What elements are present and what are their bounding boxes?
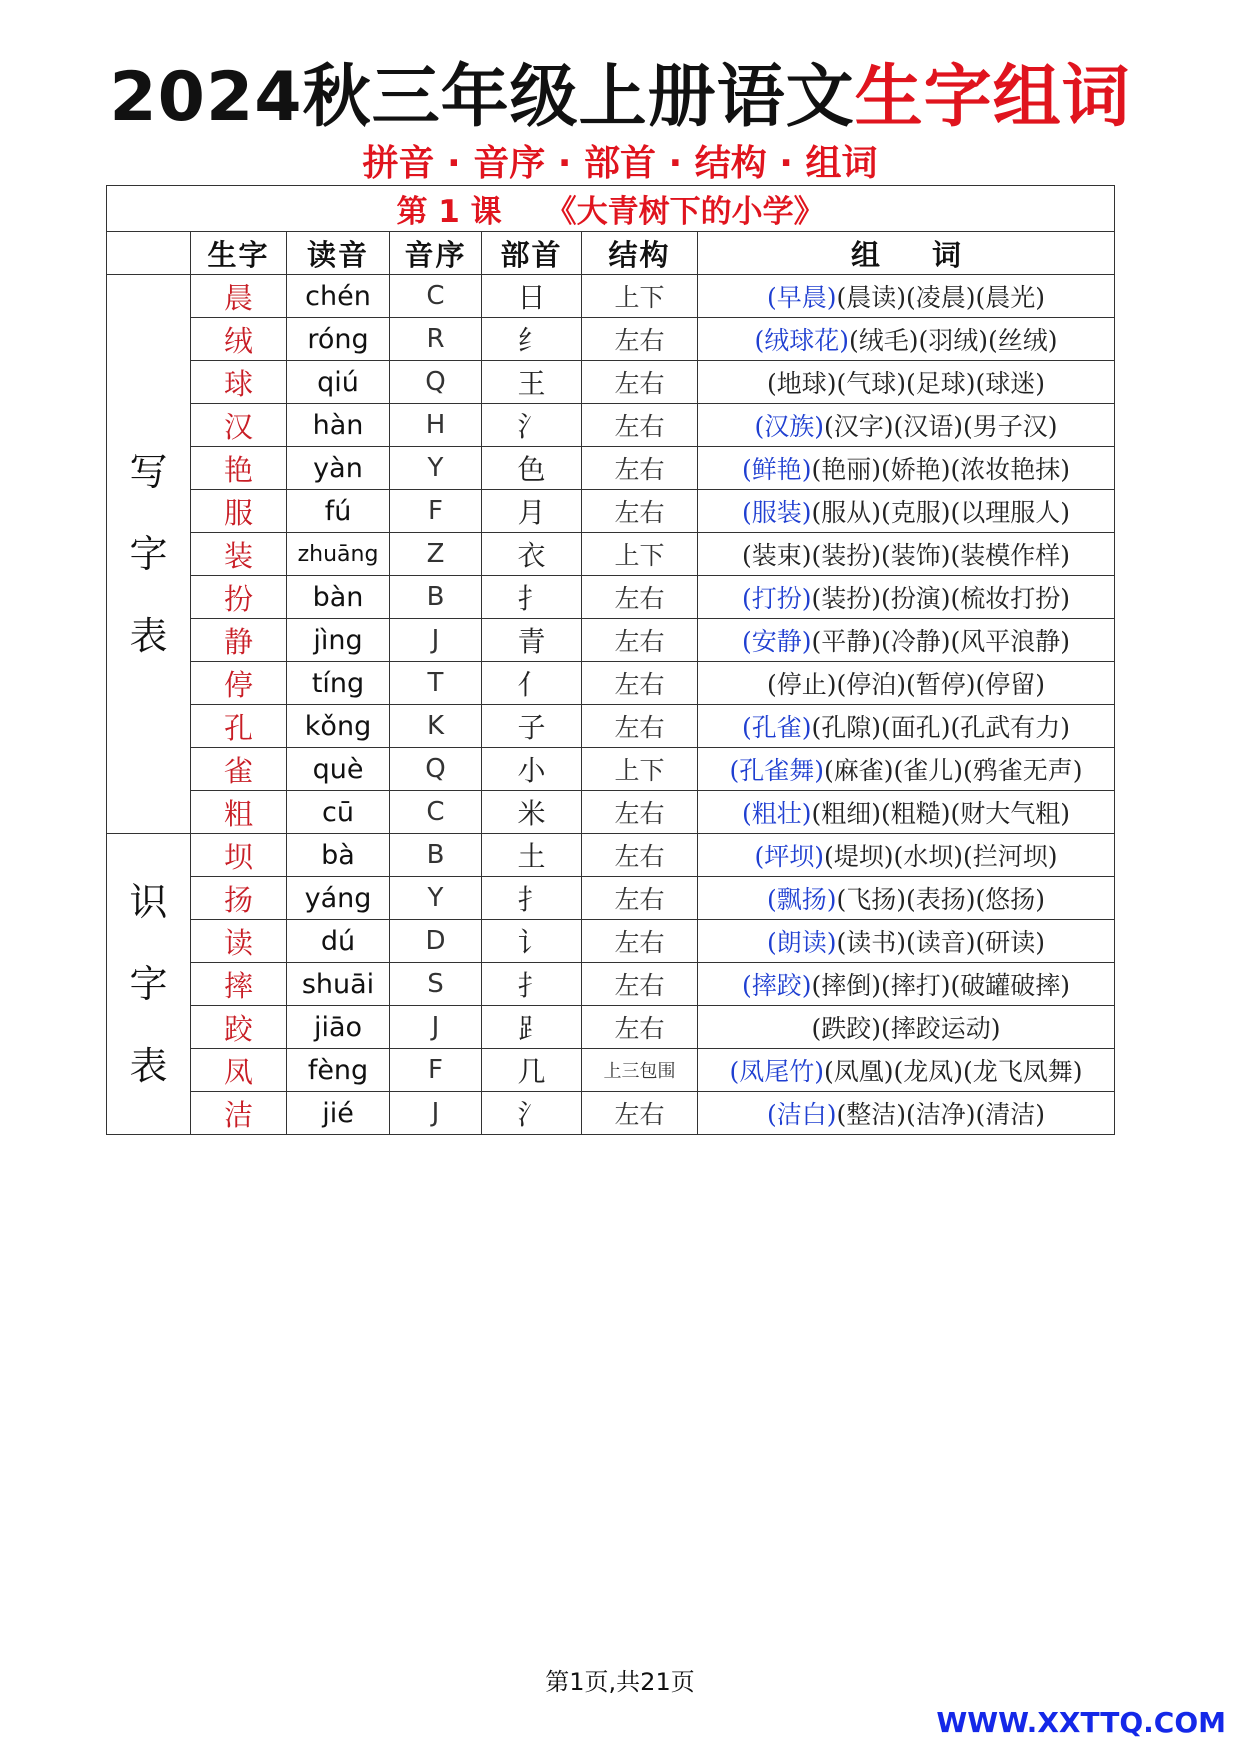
initial-cell: F — [390, 1049, 482, 1092]
char-cell: 汉 — [191, 404, 287, 447]
site-watermark: WWW.XXTTQ.COM — [936, 1706, 1226, 1739]
words-cell — [698, 318, 1115, 361]
section-label-char: 写 — [129, 450, 168, 494]
radical-cell: 氵 — [482, 404, 582, 447]
table-row — [107, 490, 1115, 533]
table-row — [107, 705, 1115, 748]
char-cell: 艳 — [191, 447, 287, 490]
table-row — [107, 834, 1115, 877]
table-row — [107, 877, 1115, 920]
header-radical: 部首 — [482, 232, 582, 275]
char-cell: 绒 — [191, 318, 287, 361]
initial-cell: J — [390, 1092, 482, 1135]
radical-cell: ⻊ — [482, 1006, 582, 1049]
initial-cell: T — [390, 662, 482, 705]
words-cell — [698, 361, 1115, 404]
pinyin-cell: chén — [287, 275, 390, 318]
char-cell: 摔 — [191, 963, 287, 1006]
table-row — [107, 1092, 1115, 1135]
pinyin-cell: yàn — [287, 447, 390, 490]
table-row — [107, 920, 1115, 963]
section-label-char: 识 — [129, 880, 168, 924]
header-char: 生字 — [191, 232, 287, 275]
words-cell — [698, 748, 1115, 791]
table-row — [107, 1006, 1115, 1049]
header-words-1: 组 — [851, 237, 881, 272]
highlight-word: (飘扬) — [767, 885, 837, 914]
radical-cell: 日 — [482, 275, 582, 318]
lesson-title — [107, 186, 1115, 232]
initial-cell: K — [390, 705, 482, 748]
highlight-word: (凤尾竹) — [729, 1057, 825, 1086]
char-cell: 晨 — [191, 275, 287, 318]
initial-cell: B — [390, 834, 482, 877]
char-cell: 服 — [191, 490, 287, 533]
highlight-word: (安静) — [742, 627, 812, 656]
word-list: (艳丽)(娇艳)(浓妆艳抹) — [811, 455, 1071, 484]
words-cell — [698, 533, 1115, 576]
highlight-word: (汉族) — [754, 412, 825, 441]
pinyin-cell: shuāi — [287, 963, 390, 1006]
highlight-word: (摔跤) — [742, 971, 812, 1000]
lesson-title-row — [107, 186, 1115, 232]
char-cell: 粗 — [191, 791, 287, 834]
initial-cell: H — [390, 404, 482, 447]
pinyin-cell: zhuāng — [287, 533, 390, 576]
initial-cell: J — [390, 1006, 482, 1049]
highlight-word: (鲜艳) — [742, 455, 812, 484]
pinyin-cell: bà — [287, 834, 390, 877]
word-list: (汉字)(汉语)(男子汉) — [824, 412, 1058, 441]
structure-cell: 左右 — [582, 447, 698, 490]
char-cell: 读 — [191, 920, 287, 963]
highlight-word: (粗壮) — [742, 799, 812, 828]
word-list: (飞扬)(表扬)(悠扬) — [836, 885, 1046, 914]
word-list: (整洁)(洁净)(清洁) — [836, 1100, 1046, 1129]
pinyin-cell: jiāo — [287, 1006, 390, 1049]
char-cell: 静 — [191, 619, 287, 662]
highlight-word: (坪坝) — [754, 842, 825, 871]
char-cell: 洁 — [191, 1092, 287, 1135]
pinyin-cell: fú — [287, 490, 390, 533]
char-cell: 凤 — [191, 1049, 287, 1092]
radical-cell: 亻 — [482, 662, 582, 705]
header-structure: 结构 — [582, 232, 698, 275]
highlight-word: (孔雀) — [742, 713, 812, 742]
table-row — [107, 318, 1115, 361]
word-list: (麻雀)(雀儿)(鸦雀无声) — [824, 756, 1083, 785]
highlight-word: (朗读) — [767, 928, 837, 957]
structure-cell: 左右 — [582, 834, 698, 877]
structure-cell: 左右 — [582, 791, 698, 834]
table-row — [107, 361, 1115, 404]
section-label — [107, 275, 191, 834]
structure-cell: 左右 — [582, 662, 698, 705]
char-cell: 扮 — [191, 576, 287, 619]
radical-cell: 小 — [482, 748, 582, 791]
radical-cell: 青 — [482, 619, 582, 662]
initial-cell: B — [390, 576, 482, 619]
table-row — [107, 576, 1115, 619]
initial-cell: Q — [390, 748, 482, 791]
char-cell: 装 — [191, 533, 287, 576]
header-words-2: 词 — [932, 237, 962, 272]
radical-cell: 扌 — [482, 576, 582, 619]
initial-cell: Z — [390, 533, 482, 576]
word-list: (读书)(读音)(研读) — [836, 928, 1046, 957]
structure-cell: 左右 — [582, 318, 698, 361]
table-row — [107, 447, 1115, 490]
word-list: (粗细)(粗糙)(财大气粗) — [811, 799, 1071, 828]
word-list: (停止)(停泊)(暂停)(停留) — [767, 670, 1046, 699]
header-blank — [107, 232, 191, 275]
structure-cell: 左右 — [582, 705, 698, 748]
initial-cell: F — [390, 490, 482, 533]
initial-cell: Q — [390, 361, 482, 404]
table-row — [107, 791, 1115, 834]
radical-cell: 米 — [482, 791, 582, 834]
char-cell: 雀 — [191, 748, 287, 791]
radical-cell: 土 — [482, 834, 582, 877]
word-list: (跌跤)(摔跤运动) — [811, 1014, 1001, 1043]
word-list: (装束)(装扮)(装饰)(装模作样) — [742, 541, 1071, 570]
structure-cell: 左右 — [582, 361, 698, 404]
highlight-word: (打扮) — [742, 584, 812, 613]
word-list: (凤凰)(龙凤)(龙飞凤舞) — [824, 1057, 1083, 1086]
radical-cell: 衣 — [482, 533, 582, 576]
pinyin-cell: jié — [287, 1092, 390, 1135]
words-cell — [698, 275, 1115, 318]
section-label-char: 表 — [129, 614, 168, 658]
page-subtitle: 拼音 · 音序 · 部首 · 结构 · 组词 — [362, 143, 878, 184]
title-main: 2024秋三年级上册语文 — [109, 58, 855, 137]
lesson-name: 《大青树下的小学》 — [545, 194, 825, 230]
words-cell — [698, 447, 1115, 490]
word-list: (地球)(气球)(足球)(球迷) — [767, 369, 1046, 398]
title-accent: 生字组词 — [854, 58, 1131, 137]
highlight-word: (洁白) — [767, 1100, 837, 1129]
word-list: (装扮)(扮演)(梳妆打扮) — [811, 584, 1071, 613]
radical-cell: 王 — [482, 361, 582, 404]
word-list: (平静)(冷静)(风平浪静) — [811, 627, 1071, 656]
structure-cell: 左右 — [582, 490, 698, 533]
radical-cell: 纟 — [482, 318, 582, 361]
word-list: (晨读)(凌晨)(晨光) — [836, 283, 1046, 312]
structure-cell: 左右 — [582, 1006, 698, 1049]
header-words — [698, 232, 1115, 275]
pinyin-cell: bàn — [287, 576, 390, 619]
table-row — [107, 662, 1115, 705]
vocab-table — [106, 185, 1115, 1135]
words-cell — [698, 834, 1115, 877]
char-cell: 扬 — [191, 877, 287, 920]
highlight-word: (绒球花) — [754, 326, 850, 355]
table-row — [107, 1049, 1115, 1092]
words-cell — [698, 1049, 1115, 1092]
words-cell — [698, 662, 1115, 705]
words-cell — [698, 963, 1115, 1006]
header-initial: 音序 — [390, 232, 482, 275]
words-cell — [698, 1092, 1115, 1135]
structure-cell: 上下 — [582, 533, 698, 576]
words-cell — [698, 791, 1115, 834]
table-header-row — [107, 232, 1115, 275]
words-cell — [698, 619, 1115, 662]
pinyin-cell: yáng — [287, 877, 390, 920]
table-row — [107, 533, 1115, 576]
radical-cell: 子 — [482, 705, 582, 748]
pinyin-cell: róng — [287, 318, 390, 361]
section-label-char: 字 — [129, 962, 168, 1006]
page-number: 第1页,共21页 — [545, 1668, 695, 1696]
highlight-word: (早晨) — [767, 283, 837, 312]
structure-cell: 左右 — [582, 576, 698, 619]
words-cell — [698, 1006, 1115, 1049]
initial-cell: R — [390, 318, 482, 361]
lesson-label: 第 1 课 — [396, 194, 502, 230]
word-list: (摔倒)(摔打)(破罐破摔) — [811, 971, 1071, 1000]
char-cell: 孔 — [191, 705, 287, 748]
radical-cell: 几 — [482, 1049, 582, 1092]
initial-cell: C — [390, 275, 482, 318]
pinyin-cell: qiú — [287, 361, 390, 404]
page-title — [0, 58, 1240, 138]
table-row — [107, 963, 1115, 1006]
words-cell — [698, 404, 1115, 447]
header-pinyin: 读音 — [287, 232, 390, 275]
highlight-word: (服装) — [742, 498, 812, 527]
pinyin-cell: hàn — [287, 404, 390, 447]
structure-cell: 上下 — [582, 748, 698, 791]
word-list: (孔隙)(面孔)(孔武有力) — [811, 713, 1071, 742]
words-cell — [698, 877, 1115, 920]
words-cell — [698, 576, 1115, 619]
radical-cell: 扌 — [482, 963, 582, 1006]
radical-cell: 讠 — [482, 920, 582, 963]
initial-cell: Y — [390, 877, 482, 920]
char-cell: 球 — [191, 361, 287, 404]
table-row — [107, 748, 1115, 791]
structure-cell: 左右 — [582, 619, 698, 662]
section-label-char: 字 — [129, 532, 168, 576]
radical-cell: 月 — [482, 490, 582, 533]
table-row — [107, 619, 1115, 662]
structure-cell: 左右 — [582, 920, 698, 963]
words-cell — [698, 490, 1115, 533]
initial-cell: S — [390, 963, 482, 1006]
pinyin-cell: cū — [287, 791, 390, 834]
table-row — [107, 404, 1115, 447]
pinyin-cell: què — [287, 748, 390, 791]
highlight-word: (孔雀舞) — [729, 756, 825, 785]
structure-cell: 左右 — [582, 404, 698, 447]
initial-cell: Y — [390, 447, 482, 490]
structure-cell: 左右 — [582, 1092, 698, 1135]
word-list: (服从)(克服)(以理服人) — [811, 498, 1071, 527]
initial-cell: D — [390, 920, 482, 963]
structure-cell: 左右 — [582, 877, 698, 920]
word-list: (堤坝)(水坝)(拦河坝) — [824, 842, 1058, 871]
char-cell: 跤 — [191, 1006, 287, 1049]
radical-cell: 色 — [482, 447, 582, 490]
table-row — [107, 275, 1115, 318]
structure-cell: 上下 — [582, 275, 698, 318]
initial-cell: J — [390, 619, 482, 662]
char-cell: 停 — [191, 662, 287, 705]
pinyin-cell: tíng — [287, 662, 390, 705]
words-cell — [698, 920, 1115, 963]
section-label-char: 表 — [129, 1044, 168, 1088]
radical-cell: 扌 — [482, 877, 582, 920]
words-cell — [698, 705, 1115, 748]
pinyin-cell: fèng — [287, 1049, 390, 1092]
pinyin-cell: jìng — [287, 619, 390, 662]
pinyin-cell: kǒng — [287, 705, 390, 748]
section-label — [107, 834, 191, 1135]
initial-cell: C — [390, 791, 482, 834]
char-cell: 坝 — [191, 834, 287, 877]
pinyin-cell: dú — [287, 920, 390, 963]
radical-cell: 氵 — [482, 1092, 582, 1135]
structure-cell: 左右 — [582, 963, 698, 1006]
structure-cell: 上三包围 — [582, 1049, 698, 1092]
word-list: (绒毛)(羽绒)(丝绒) — [849, 326, 1058, 355]
